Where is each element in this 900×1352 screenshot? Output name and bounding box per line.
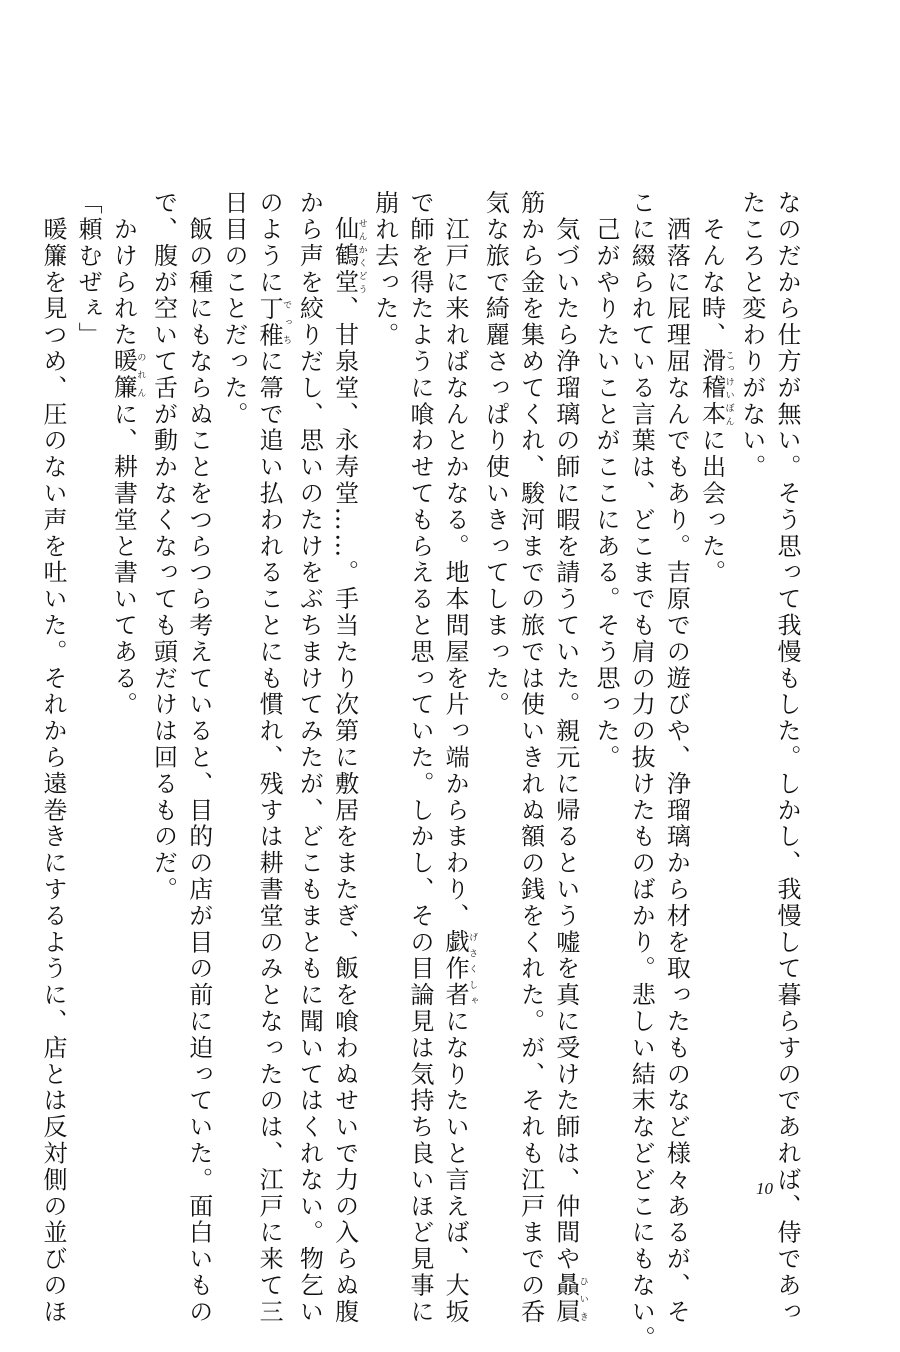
text-line [105, 190, 145, 1190]
ruby-base: 暖簾 [109, 348, 138, 402]
ruby-base: 戯作者 [441, 929, 470, 1009]
text-line [145, 190, 180, 1190]
text-run: 己がやりたいことがここにある。そう思った。 [591, 190, 620, 771]
text-line [326, 190, 367, 1326]
text-line [693, 190, 733, 1190]
text-line [70, 190, 105, 1190]
text-run: 江戸に来ればなんとかなる。地本問屋を片っ端からまわり、 [441, 190, 470, 930]
ruby-word [697, 348, 734, 428]
ruby-reading: ひいき [577, 1272, 588, 1326]
text-run: 洒落に屁理屈なんでもあり。吉原での遊びや、浄瑠璃から材を取ったものなど様々あるが、そ [662, 190, 691, 1326]
text-line [402, 190, 437, 1326]
text-run: たころと変わりがない。 [737, 190, 766, 481]
text-line [734, 190, 769, 1190]
text-run: 筋から金を集めてくれ、駿河までの旅では使いきれぬ額の銭をくれた。が、それも江戸までの呑 [516, 190, 545, 1326]
text-run: で師を得たように喰わせてもらえると思っていた。しかし、その目論見は気持ち良いほど見事に [405, 190, 434, 1326]
text-line [291, 190, 326, 1326]
text-line [216, 190, 251, 1190]
text-run: 、甘泉堂、永寿堂……。手当たり次第に敷居をまたぎ、飯を喰わぬせいで力の入らぬ腹 [330, 295, 359, 1326]
text-line [769, 190, 804, 1326]
ruby-reading: げさくしゃ [467, 929, 478, 1009]
text-run: に箒で追い払われることにも慣れ、残すは耕書堂のみとなったのは、江戸に来て三 [255, 348, 284, 1326]
text-run: のように [255, 190, 284, 296]
text-line [623, 190, 658, 1352]
text-run: で、腹が空いて舌が動かなくなっても頭だけは回るものだ。 [149, 190, 178, 903]
ruby-word [551, 1272, 588, 1326]
text-line [35, 190, 70, 1326]
text-line [658, 190, 693, 1326]
text-line [512, 190, 547, 1326]
text-run: 「頼むぜぇ」 [74, 190, 103, 349]
text-run: に出会った。 [697, 427, 726, 587]
page-number: 10 [756, 1179, 773, 1198]
text-run: なのだから仕方が無い。そう思って我慢もした。しかし、我慢して暮らすのであれば、侍であっ [773, 190, 801, 1326]
ruby-word [330, 216, 367, 296]
text-run: 気づいたら浄瑠璃の師に暇を請うていた。親元に帰るという嘘を真に受けた師は、仲間や [551, 190, 580, 1273]
vertical-text-body [38, 190, 804, 1352]
text-run: 飯の種にもならぬことをつらつら考えていると、目的の店が目の前に迫っていた。面白いもの [184, 190, 213, 1326]
ruby-base: 仙鶴堂 [330, 216, 359, 296]
ruby-base: 滑稽本 [697, 348, 726, 428]
ruby-word [441, 929, 478, 1009]
ruby-base: 贔屓 [551, 1272, 580, 1326]
text-run: 崩れ去った。 [370, 190, 399, 349]
text-line [251, 190, 292, 1326]
ruby-base: 丁稚 [255, 295, 284, 349]
ruby-reading: でっち [281, 295, 292, 349]
text-run: かけられた [109, 190, 138, 349]
text-line [548, 190, 588, 1326]
text-line [477, 190, 512, 1190]
text-run: そんな時、 [697, 190, 726, 349]
text-line [437, 190, 478, 1326]
ruby-reading: こっけいぼん [723, 348, 734, 428]
text-run: に、耕書堂と書いてある。 [109, 401, 138, 719]
text-run: こに綴られている言葉は、どこまでも肩の力の抜けたものばかり。悲しい結末などどこにもない。 [627, 190, 656, 1352]
text-line [367, 190, 402, 1190]
text-run: から声を絞りだし、思いのたけをぶちまけてみたが、どこもまともに聞いてはくれない。物乞い [295, 190, 324, 1326]
ruby-reading: のれん [135, 348, 146, 402]
ruby-word [255, 295, 292, 349]
ruby-reading: せんかくどう [356, 216, 367, 296]
text-line [588, 190, 623, 1190]
text-line [181, 190, 216, 1326]
text-run: になりたいと言えば、大坂 [441, 1008, 470, 1326]
text-run: 暖簾を見つめ、圧のない声を吐いた。それから遠巻きにするように、店とは反対側の並びのほ [38, 190, 67, 1326]
text-run: 気な旅で綺麗さっぱり使いきってしまった。 [481, 190, 510, 718]
text-run: 日目のことだった。 [219, 190, 248, 428]
ruby-word [109, 348, 146, 402]
text-run [331, 190, 359, 216]
